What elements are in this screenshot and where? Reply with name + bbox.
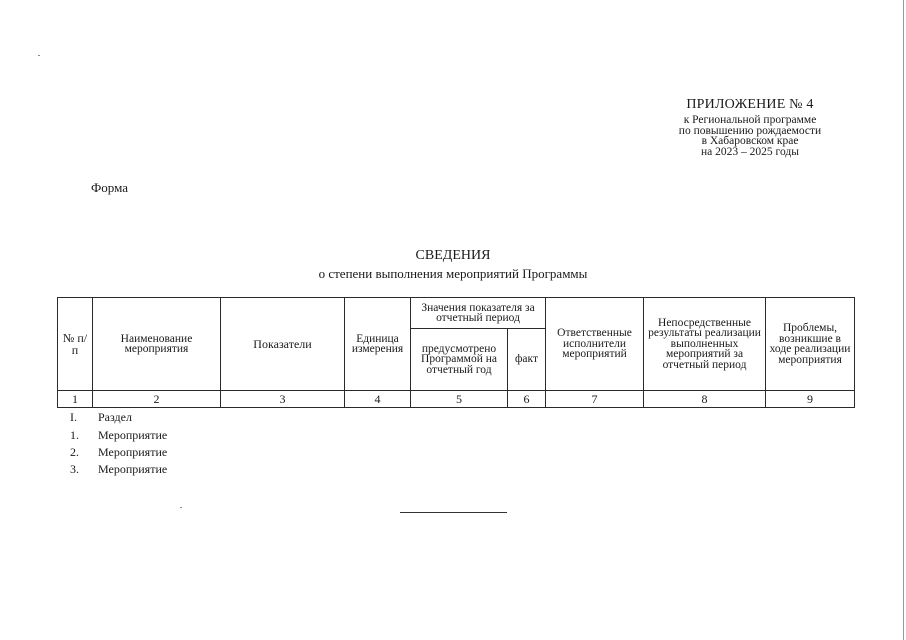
- scan-speck: [180, 507, 182, 508]
- appendix-subtitle: [640, 115, 860, 157]
- list-item-text: Раздел: [98, 410, 132, 424]
- header-problems: Проблемы, возникшие в ходе реализации мероприятия: [766, 298, 855, 391]
- appendix-line: в Хабаровском крае: [701, 135, 799, 147]
- column-number: 1: [58, 391, 93, 408]
- scan-speck: [38, 55, 40, 56]
- appendix-line: на 2023 – 2025 годы: [701, 145, 799, 158]
- column-number: 7: [546, 391, 644, 408]
- header-num: № п/п: [58, 298, 93, 391]
- signature-line: [400, 512, 507, 513]
- column-number: 2: [93, 391, 221, 408]
- list-item-number: 3.: [70, 462, 79, 476]
- header-planned: предусмотрено Программой на отчетный год: [411, 329, 508, 391]
- header-fact: факт: [508, 329, 546, 391]
- appendix-block: [640, 97, 860, 157]
- header-executors: Ответственные исполнители мероприятий: [546, 298, 644, 391]
- list-item: [70, 462, 167, 476]
- header-indicators: Показатели: [221, 298, 345, 391]
- header-unit: Единица измерения: [345, 298, 411, 391]
- column-number: 9: [766, 391, 855, 408]
- document-subtitle: о степени выполнения мероприятий Программы: [318, 266, 588, 281]
- list-item: [70, 410, 132, 424]
- list-item-text: Мероприятие: [98, 462, 168, 476]
- page-edge-line: [903, 0, 904, 640]
- column-number: 6: [508, 391, 546, 408]
- header-event-name: Наименование мероприятия: [93, 298, 221, 391]
- list-item-text: Мероприятие: [98, 445, 168, 459]
- document-title: СВЕДЕНИЯ: [415, 248, 491, 263]
- list-item: [70, 428, 167, 442]
- appendix-line: к Региональной программе: [683, 114, 817, 126]
- form-label: Форма: [91, 180, 128, 195]
- list-item-number: I.: [70, 410, 77, 424]
- table-header-row: [58, 298, 855, 329]
- list-item-number: 2.: [70, 445, 79, 459]
- appendix-line: по повышению рождаемости: [678, 124, 822, 137]
- header-results: Непосредственные результаты реализации выполненных мероприятий за отчетный период: [644, 298, 766, 391]
- column-number: 4: [345, 391, 411, 408]
- list-item-number: 1.: [70, 428, 79, 442]
- column-number: 5: [411, 391, 508, 408]
- list-item-text: Мероприятие: [98, 428, 168, 442]
- appendix-title: ПРИЛОЖЕНИЕ № 4: [686, 97, 814, 112]
- column-number: 3: [221, 391, 345, 408]
- list-item: [70, 445, 167, 459]
- column-number: 8: [644, 391, 766, 408]
- header-values-group: Значения показателя за отчетный период: [411, 298, 546, 329]
- table-column-numbers-row: [58, 391, 855, 408]
- report-table: [57, 297, 855, 408]
